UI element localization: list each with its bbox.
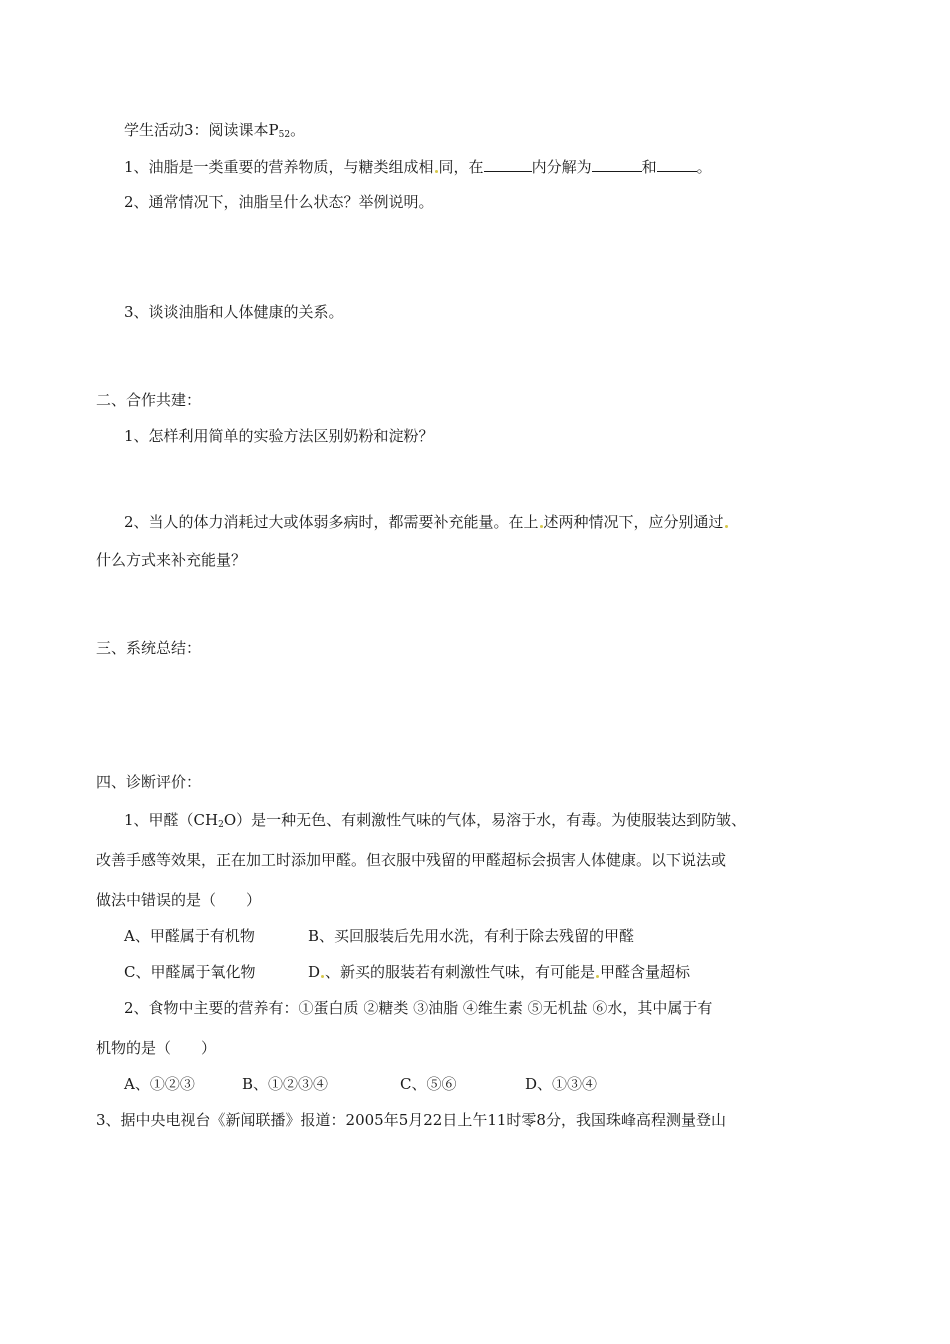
fill-blank-3[interactable]: [657, 156, 697, 172]
fill-blank-2[interactable]: [592, 156, 642, 172]
question-1-option-b: B、买回服装后先用水洗，有利于除去残留的甲醛: [308, 927, 635, 945]
activity-question-3: 3、谈谈油脂和人体健康的关系。: [124, 303, 344, 321]
annotation-mark: [321, 975, 324, 978]
section-4-question-1-line-2: 改善手感等效果，正在加工时添加甲醛。但衣服中残留的甲醛超标会损害人体健康。以下说法或: [96, 851, 727, 869]
annotation-mark: [725, 525, 728, 528]
annotation-mark: [596, 975, 599, 978]
question-1-option-c: C、甲醛属于氧化物: [124, 963, 256, 981]
question-2-option-d: D、①③④: [525, 1075, 598, 1093]
section-4-heading: 四、诊断评价：: [96, 773, 202, 791]
annotation-mark: [540, 525, 543, 528]
section-4-question-1: 1、甲醛$(CH_2O)$是一种无色、有刺激性气味的气体，易溶于水，有毒。为使服装达到防皱、: [124, 811, 747, 830]
section-2-question-2: 2、当人的体力消耗过大或体弱多病时，都需要补充能量。在上 述两种情况下，应分别通过: [124, 512, 729, 532]
section-2-heading: 二、合作共建：: [96, 391, 202, 409]
question-2-option-c: C、⑤⑥: [400, 1075, 457, 1093]
activity-question-2: 2、通常情况下，油脂呈什么状态？举例说明。: [124, 193, 434, 211]
activity-question-1: 1、油脂是一类重要的营养物质，与糖类组成相 同，在 内分解为 和 。: [124, 158, 712, 176]
section-4-question-1-line-3: 做法中错误的是（ ）: [96, 891, 262, 909]
section-4-question-2-line-2: 机物的是（ ）: [96, 1039, 217, 1057]
section-2-question-2-cont: 什么方式来补充能量？: [96, 551, 247, 569]
question-1-option-d: D 、新买的服装若有刺激性气味，有可能是 甲醛含量超标: [308, 963, 691, 981]
section-4-question-3: 3、据中央电视台《新闻联播》报道：2005年5月22日上午11时零8分，我国珠峰高程测量登山: [96, 1111, 726, 1129]
section-2-question-1: 1、怎样利用简单的实验方法区别奶粉和淀粉？: [124, 427, 434, 445]
question-2-option-a: A、①②③: [124, 1075, 195, 1093]
activity-title: 学生活动3：阅读课本$P_{52}$。: [124, 121, 306, 140]
section-3-heading: 三、系统总结：: [96, 639, 202, 657]
annotation-mark: [435, 170, 438, 173]
question-2-option-b: B、①②③④: [242, 1075, 329, 1093]
question-1-option-a: A、甲醛属于有机物: [124, 927, 255, 945]
fill-blank-1[interactable]: [484, 156, 532, 172]
section-4-question-2: 2、食物中主要的营养有：①蛋白质 ②糖类 ③油脂 ④维生素 ⑤无机盐 ⑥水，其中属于有: [124, 999, 713, 1017]
